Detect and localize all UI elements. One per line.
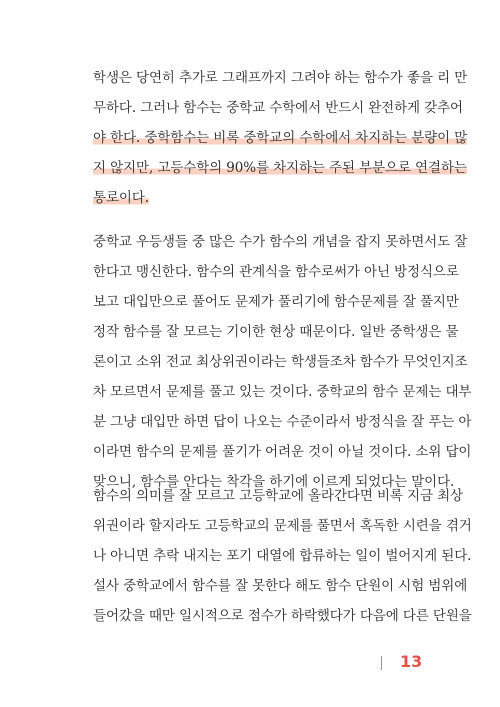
paragraph-2-line bbox=[93, 317, 459, 347]
line-text: 지 않지만, 고등수학의 90%를 차지하는 주된 부분으로 연결하는 bbox=[93, 160, 467, 176]
footer-divider bbox=[381, 656, 382, 670]
line-text: 이라면 함수의 문제를 풀기가 어려운 것이 아닐 것이다. 소위 답이 bbox=[93, 444, 472, 460]
line-text: 무하다. 그러나 함수는 중학교 수학에서 반드시 완전하게 갖추어 bbox=[93, 100, 463, 116]
line-text: 통로이다. bbox=[93, 190, 149, 206]
line-text: 분 그냥 대입만 하면 답이 나오는 수준이라서 방정식을 잘 푸는 아 bbox=[93, 414, 472, 430]
paragraph-3 bbox=[93, 481, 472, 631]
line-text: 차 모르면서 문제를 풀고 있는 것이다. 중학교의 함수 문제는 대부 bbox=[93, 384, 472, 400]
paragraph-2-line bbox=[93, 437, 472, 467]
paragraph-1-line bbox=[93, 153, 467, 183]
paragraph-3-line bbox=[93, 511, 472, 541]
line-text: 들어갔을 때만 일시적으로 점수가 하락했다가 다음에 다른 단원을 bbox=[93, 608, 472, 624]
paragraph-1 bbox=[93, 63, 468, 213]
paragraph-2-line bbox=[93, 257, 459, 287]
line-text: 위권이라 할지라도 고등학교의 문제를 풀면서 혹독한 시련을 겪거 bbox=[93, 518, 472, 534]
paragraph-2-line bbox=[93, 287, 459, 317]
line-text: 보고 대입만으로 풀어도 문제가 풀리기에 함수문제를 잘 풀지만 bbox=[93, 294, 459, 310]
paragraph-2-line bbox=[93, 227, 468, 257]
paragraph-2-line bbox=[93, 407, 472, 437]
paragraph-2-line bbox=[93, 377, 472, 407]
paragraph-2-line bbox=[93, 347, 468, 377]
line-text: 중학교 우등생들 중 많은 수가 함수의 개념을 잡지 못하면서도 잘 bbox=[93, 234, 468, 250]
paragraph-3-line bbox=[93, 601, 472, 631]
line-text: 론이고 소위 전교 최상위권이라는 학생들조차 함수가 무엇인지조 bbox=[93, 354, 468, 370]
page-number: 13 bbox=[400, 652, 423, 671]
paragraph-1-line bbox=[93, 93, 463, 123]
line-text: 야 한다. 중학함수는 비록 중학교의 수학에서 차지하는 분량이 많 bbox=[93, 130, 468, 146]
line-text: 함수의 의미를 잘 모르고 고등학교에 올라간다면 비록 지금 최상 bbox=[93, 488, 463, 504]
paragraph-2 bbox=[93, 227, 472, 497]
paragraph-3-line bbox=[93, 571, 468, 601]
paragraph-1-line bbox=[93, 123, 468, 153]
paragraph-1-line bbox=[93, 183, 431, 213]
line-text: 학생은 당연히 추가로 그래프까지 그려야 하는 함수가 좋을 리 만 bbox=[93, 70, 468, 86]
paragraph-3-line bbox=[93, 541, 472, 571]
line-text: 한다고 맹신한다. 함수의 관계식을 함수로써가 아닌 방정식으로 bbox=[93, 264, 459, 280]
paragraph-1-line bbox=[93, 63, 468, 93]
line-text: 맞으니, 함수를 안다는 착각을 하기에 이르게 되었다는 말이다. bbox=[93, 474, 455, 490]
paragraph-3-line bbox=[93, 481, 463, 511]
line-text: 정작 함수를 잘 모르는 기이한 현상 때문이다. 일반 중학생은 물 bbox=[93, 324, 459, 340]
line-text: 나 아니면 추락 내지는 포기 대열에 합류하는 일이 벌어지게 된다. bbox=[93, 548, 472, 564]
line-text: 설사 중학교에서 함수를 잘 못한다 해도 함수 단원이 시험 범위에 bbox=[93, 578, 468, 594]
